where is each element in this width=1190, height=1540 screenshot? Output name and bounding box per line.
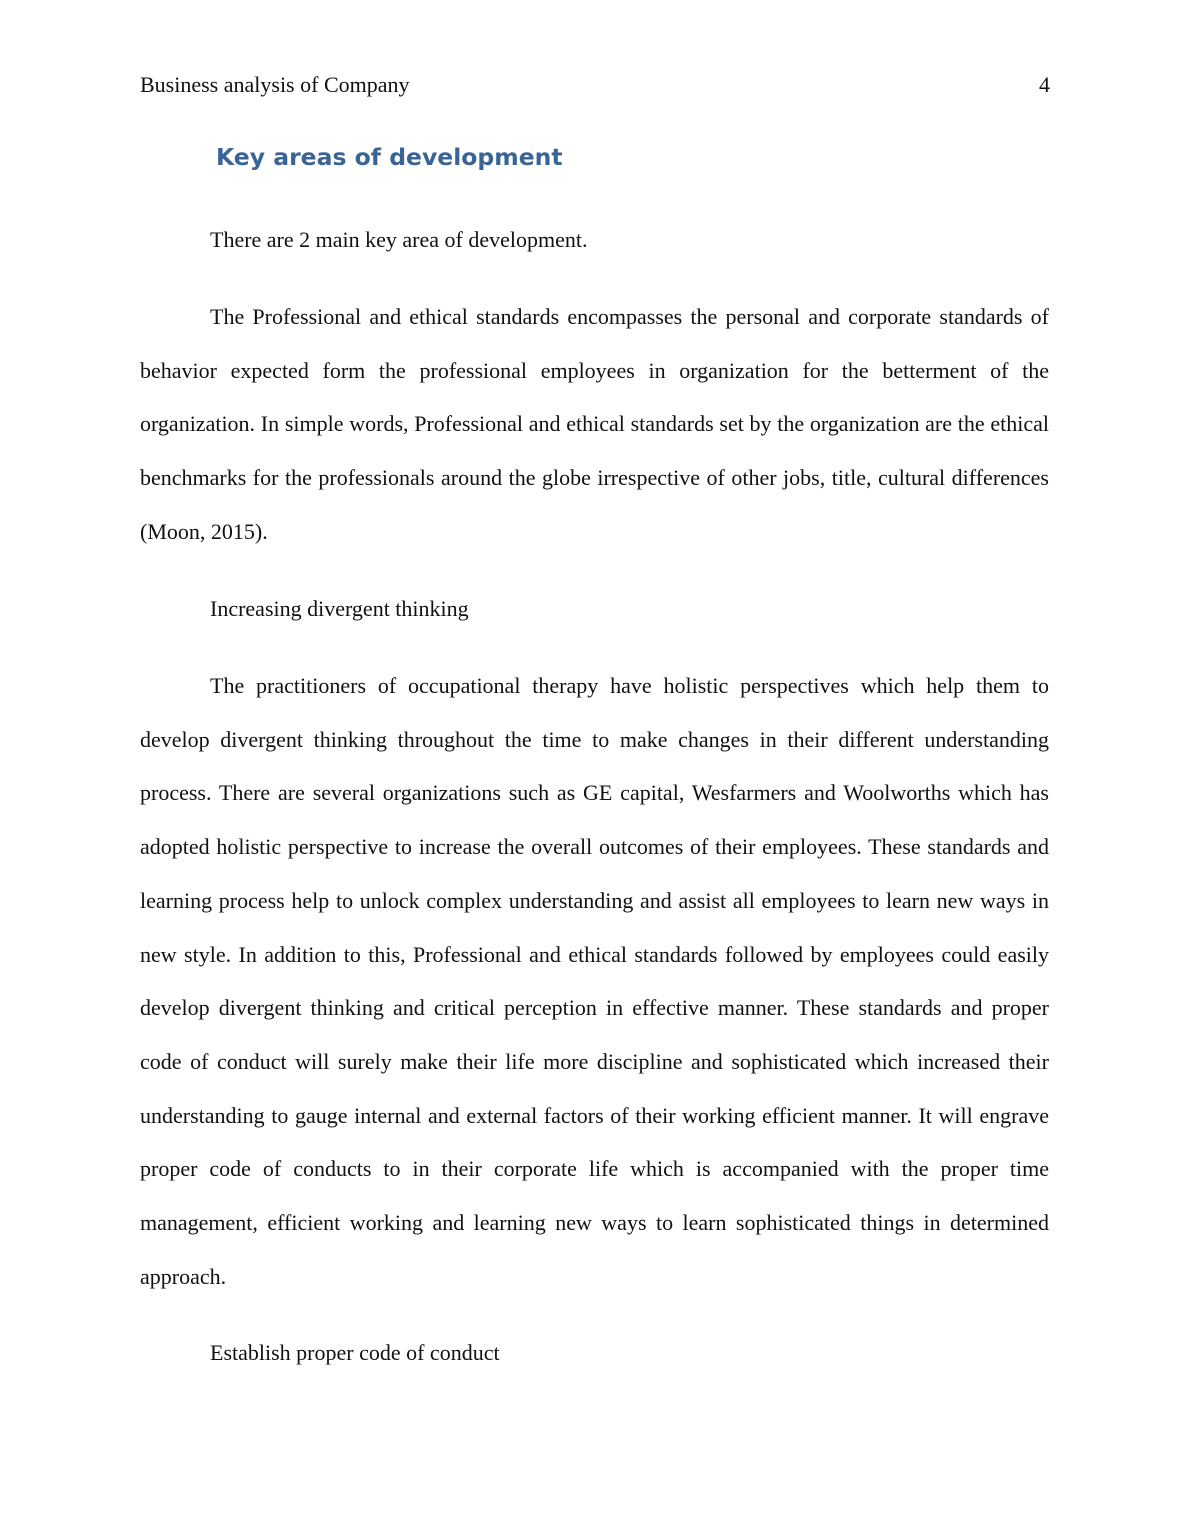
intro-paragraph: There are 2 main key area of development. — [210, 227, 588, 252]
standards-paragraph: The Professional and ethical standards encompasses the personal and corporate standards of behavior expected form the professional employees in organization for the betterment of the organization. In simple words, Professional and ethical standards set by the organization are the ethical benchmarks for the professionals around the globe irrespective of other jobs, title, cultural differences (Moon, 2015). — [140, 304, 1049, 544]
running-head: Business analysis of Company — [140, 72, 410, 97]
subheading-divergent-thinking: Increasing divergent thinking — [210, 596, 469, 621]
practitioners-paragraph: The practitioners of occupational therapy have holistic perspectives which help them to develop divergent thinking throughout the time to make changes in their different understanding process. There are several organizations such as GE capital, Wesfarmers and Woolworths which has adopted holistic perspective to increase the overall outcomes of their employees. These standards and learning process help to unlock complex understanding and assist all employees to learn new ways in new style. In addition to this, Professional and ethical standards followed by employees could easily develop divergent thinking and critical perception in effective manner. These standards and proper code of conduct will surely make their life more discipline and sophisticated which increased their understanding to gauge internal and external factors of their working efficient manner. It will engrave proper code of conducts to in their corporate life which is accompanied with the proper time management, efficient working and learning new ways to learn sophisticated things in determined approach. — [140, 673, 1049, 1289]
subheading-code-of-conduct: Establish proper code of conduct — [210, 1340, 500, 1365]
page-header — [140, 70, 1050, 100]
section-heading: Key areas of development — [216, 143, 563, 171]
page-number: 4 — [1039, 72, 1050, 97]
